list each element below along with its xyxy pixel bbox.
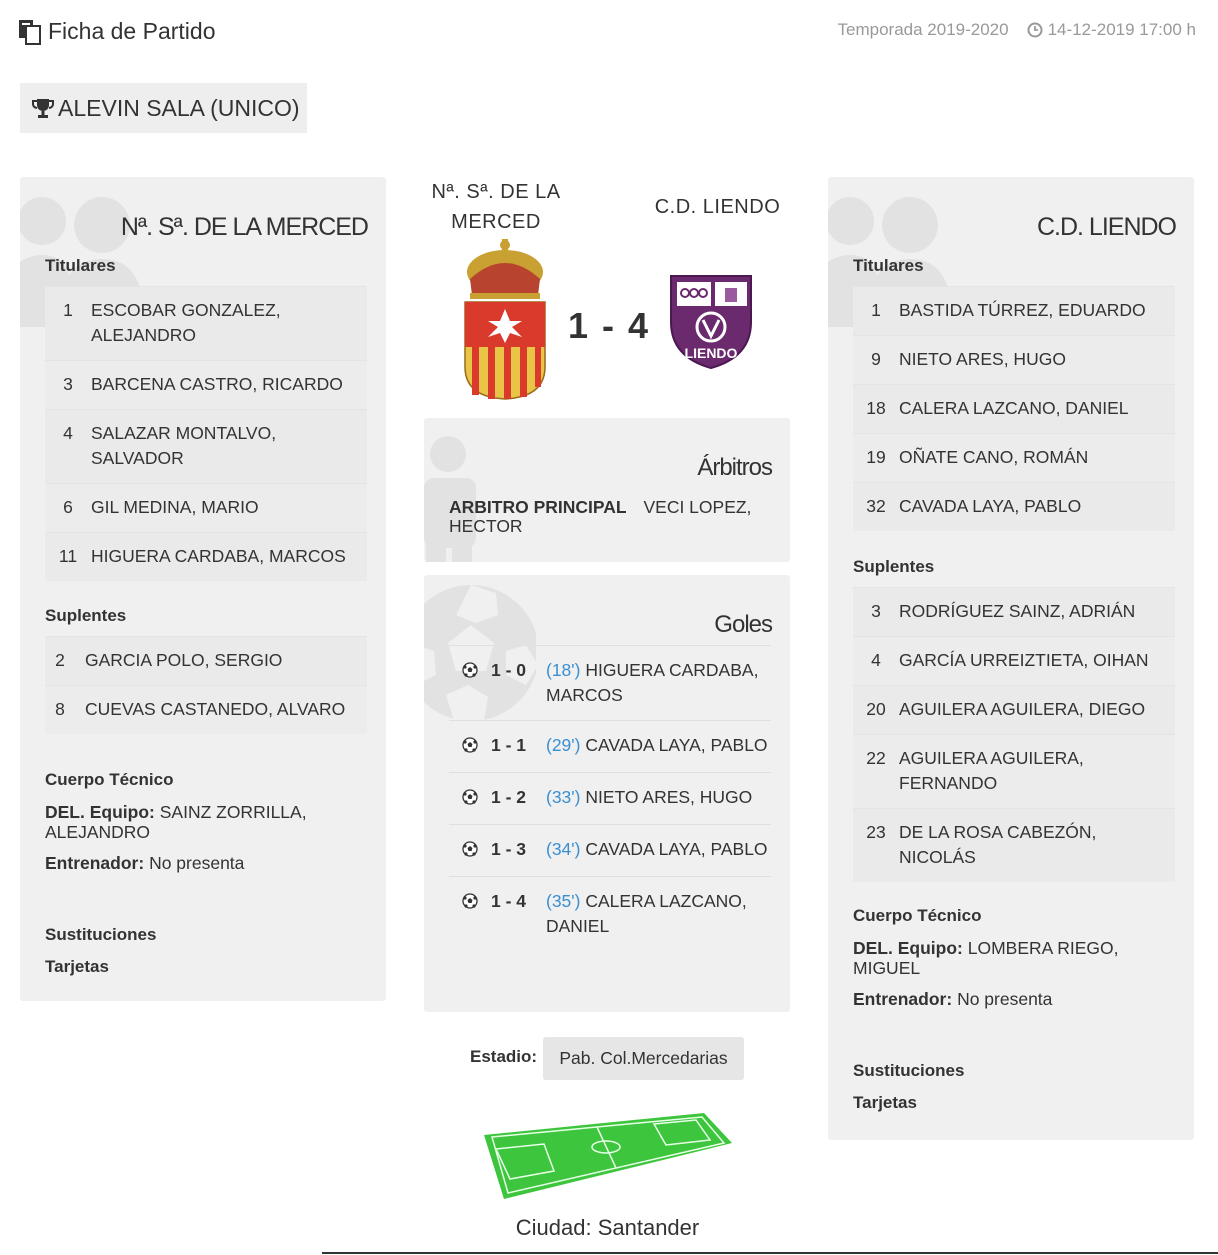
home-coach [45, 853, 386, 873]
player-number: 4 [871, 650, 881, 670]
away-team-crest [669, 272, 753, 370]
player-number: 11 [58, 546, 78, 566]
coach-label: Entrenador: [45, 853, 145, 873]
goal-score: 1 - 3 [491, 839, 527, 859]
svg-text:LIENDO: LIENDO [684, 345, 738, 361]
referee-name: VECI LOPEZ, HECTOR [449, 497, 752, 536]
player-row [853, 808, 1175, 882]
soccer-ball-icon [449, 658, 491, 708]
delegate-label: DEL. Equipo: [45, 802, 155, 822]
delegate-value: LOMBERA RIEGO, MIGUEL [853, 938, 1119, 978]
stadium-value: Pab. Col.Mercedarias [543, 1037, 744, 1080]
player-name: AGUILERA AGUILERA, DIEGO [899, 699, 1146, 719]
goal-text [546, 889, 771, 939]
player-name: OÑATE CANO, ROMÁN [899, 447, 1089, 467]
player-name: ESCOBAR GONZALEZ, ALEJANDRO [91, 300, 281, 345]
player-row [853, 384, 1175, 433]
goal-row [449, 720, 771, 772]
away-sustituciones-heading: Sustituciones [853, 1061, 965, 1080]
goal-text [546, 837, 771, 864]
player-number: 3 [871, 601, 881, 621]
away-delegate [853, 938, 1153, 978]
player-row [853, 587, 1175, 636]
goal-text [546, 658, 771, 708]
goal-row [449, 772, 771, 824]
player-name: DE LA ROSA CABEZÓN, NICOLÁS [899, 822, 1097, 867]
footer-divider [322, 1252, 1218, 1254]
goal-score: 1 - 0 [491, 660, 527, 680]
referees-box [424, 418, 790, 562]
season-label: Temporada 2019-2020 [837, 20, 1009, 39]
referee-row [449, 498, 770, 536]
player-number: 1 [63, 300, 73, 320]
away-cuerpo-heading: Cuerpo Técnico [853, 906, 982, 925]
player-number: 2 [55, 650, 65, 670]
away-suplentes-list [853, 587, 1175, 882]
soccer-ball-icon [449, 889, 491, 939]
goal-minute: (34') [546, 839, 581, 859]
player-number: 32 [866, 496, 886, 516]
soccer-ball-icon [449, 837, 491, 864]
goal-row [449, 645, 771, 720]
player-name: AGUILERA AGUILERA, FERNANDO [899, 748, 1084, 793]
player-number: 4 [63, 423, 73, 443]
away-titulares-heading: Titulares [853, 256, 924, 275]
player-name: CAVADA LAYA, PABLO [899, 496, 1082, 516]
player-number: 23 [866, 822, 886, 842]
player-name: GARCIA POLO, SERGIO [85, 650, 283, 670]
player-row [45, 286, 367, 360]
home-titulares-heading: Titulares [45, 256, 116, 275]
goal-text [546, 785, 771, 812]
home-name-line1: Nª. Sª. DE LA [431, 181, 561, 203]
home-sustituciones-heading: Sustituciones [45, 925, 157, 944]
player-name: GARCÍA URREIZTIETA, OIHAN [899, 650, 1149, 670]
home-team-name [420, 177, 572, 237]
player-number: 22 [866, 748, 886, 768]
away-coach [853, 989, 1194, 1009]
goal-row [449, 876, 771, 951]
page-title-text: Ficha de Partido [48, 18, 216, 44]
page-title [18, 18, 215, 45]
player-name: RODRÍGUEZ SAINZ, ADRIÁN [899, 601, 1136, 621]
goal-row [449, 824, 771, 876]
away-team-title: C.D. LIENDO [1036, 213, 1176, 241]
match-datetime [1027, 20, 1196, 40]
home-team-title: Nª. Sª. DE LA MERCED [120, 213, 368, 241]
away-team-name: C.D. LIENDO [654, 196, 781, 218]
home-cuerpo-heading: Cuerpo Técnico [45, 770, 174, 789]
player-row [853, 482, 1175, 531]
away-team-panel [828, 177, 1194, 1140]
clock-icon [1027, 22, 1043, 38]
pitch-icon [484, 1113, 734, 1203]
player-name: NIETO ARES, HUGO [899, 349, 1066, 369]
home-suplentes-list [45, 636, 367, 734]
goals-box [424, 575, 790, 1012]
competition-name: ALEVIN SALA (UNICO) [58, 94, 300, 121]
player-row [853, 734, 1175, 808]
player-row [45, 532, 367, 581]
player-name: HIGUERA CARDABA, MARCOS [91, 546, 346, 566]
soccer-ball-icon [449, 733, 491, 760]
player-name: BARCENA CASTRO, RICARDO [91, 374, 343, 394]
player-row [45, 685, 367, 734]
player-name: GIL MEDINA, MARIO [91, 497, 259, 517]
player-number: 19 [866, 447, 886, 467]
goal-player: CAVADA LAYA, PABLO [585, 735, 768, 755]
player-name: CUEVAS CASTANEDO, ALVARO [85, 699, 346, 719]
goal-player: CAVADA LAYA, PABLO [585, 839, 768, 859]
goals-title: Goles [714, 611, 772, 638]
player-row [45, 360, 367, 409]
home-team-crest [460, 237, 550, 402]
trophy-icon [32, 97, 54, 119]
goal-minute: (29') [546, 735, 581, 755]
home-delegate [45, 802, 345, 842]
home-titulares-list [45, 286, 367, 581]
player-number: 8 [55, 699, 65, 719]
goal-score: 1 - 1 [491, 735, 527, 755]
player-number: 20 [866, 699, 886, 719]
away-tarjetas-heading: Tarjetas [853, 1093, 917, 1112]
player-name: BASTIDA TÚRREZ, EDUARDO [899, 300, 1146, 320]
coach-value: No presenta [957, 989, 1053, 1009]
player-row [45, 483, 367, 532]
competition-badge [20, 83, 307, 133]
player-number: 1 [871, 300, 881, 320]
player-number: 9 [871, 349, 881, 369]
coach-value: No presenta [149, 853, 245, 873]
goals-list [449, 645, 771, 951]
delegate-value: SAINZ ZORRILLA, ALEJANDRO [45, 802, 307, 842]
goal-score: 1 - 4 [491, 891, 527, 911]
player-row [45, 409, 367, 483]
stadium-label: Estadio: [470, 1047, 538, 1066]
player-row [853, 636, 1175, 685]
soccer-ball-icon [449, 785, 491, 812]
player-number: 3 [63, 374, 73, 394]
player-row [853, 433, 1175, 482]
delegate-label: DEL. Equipo: [853, 938, 963, 958]
match-score: 1 - 4 [568, 305, 651, 346]
match-meta [838, 20, 1196, 40]
goal-player: HIGUERA CARDABA, MARCOS [546, 660, 759, 705]
copy-document-icon [18, 19, 42, 45]
player-number: 6 [63, 497, 73, 517]
home-suplentes-heading: Suplentes [45, 606, 127, 625]
datetime-text: 14-12-2019 17:00 h [1047, 20, 1196, 39]
referee-role: ARBITRO PRINCIPAL [449, 497, 627, 517]
city-label: Ciudad: Santander [515, 1215, 700, 1240]
goal-text [546, 733, 771, 760]
home-team-panel [20, 177, 386, 1001]
away-titulares-list [853, 286, 1175, 531]
goal-minute: (18') [546, 660, 581, 680]
goal-minute: (33') [546, 787, 581, 807]
player-row [853, 286, 1175, 335]
home-tarjetas-heading: Tarjetas [45, 957, 109, 976]
goal-score: 1 - 2 [491, 787, 527, 807]
goal-player: NIETO ARES, HUGO [585, 787, 753, 807]
player-row [45, 636, 367, 685]
player-row [853, 685, 1175, 734]
away-suplentes-heading: Suplentes [853, 557, 935, 576]
goal-player: CALERA LAZCANO, DANIEL [546, 891, 747, 936]
player-row [853, 335, 1175, 384]
home-name-line2: MERCED [451, 211, 541, 233]
player-name: CALERA LAZCANO, DANIEL [899, 398, 1129, 418]
player-name: SALAZAR MONTALVO, SALVADOR [91, 423, 277, 468]
coach-label: Entrenador: [853, 989, 953, 1009]
referees-title: Árbitros [697, 454, 772, 481]
player-number: 18 [866, 398, 886, 418]
goal-minute: (35') [546, 891, 581, 911]
